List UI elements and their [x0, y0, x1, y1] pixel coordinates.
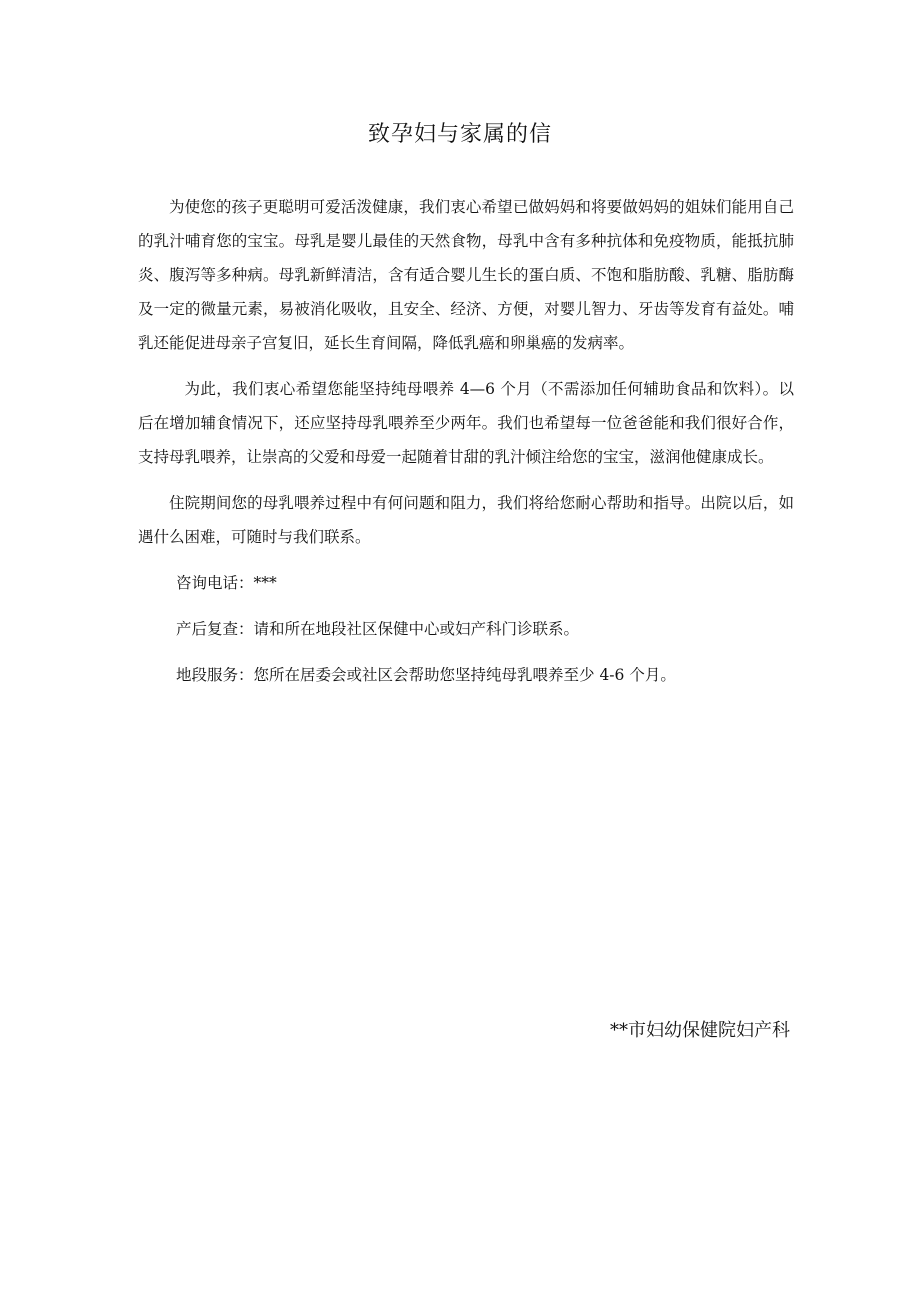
info-postpartum-checkup	[138, 612, 794, 646]
info-postpartum-checkup-label: 产后复查：	[176, 620, 254, 638]
info-district-service	[138, 658, 794, 692]
info-district-service-label: 地段服务：	[176, 666, 254, 684]
info-postpartum-checkup-value: 请和所在地段社区保健中心或妇产科门诊联系。	[253, 620, 580, 638]
info-district-service-value: 您所在居委会或社区会帮助您坚持纯母乳喂养至少 4-6 个月。	[253, 666, 676, 684]
letter-body	[138, 190, 794, 704]
paragraph-exclusive-breastfeeding: 为此，我们衷心希望您能坚持纯母喂养 4—6 个月（不需添加任何辅助食品和饮料）。以后在增加辅食情况下，还应坚持母乳喂养至少两年。我们也希望每一位爸爸能和我们很好合作，支持母乳喂养，让崇高的父爱和母爱一起随着甘甜的乳汁倾注给您的宝宝，滋润他健康成长。	[138, 380, 794, 466]
info-consult-phone-label: 咨询电话：	[176, 574, 254, 592]
info-consult-phone	[138, 566, 794, 600]
signature: **市妇幼保健院妇产科	[610, 1020, 790, 1041]
info-consult-phone-value: ***	[253, 574, 277, 592]
paragraph-breastfeeding-benefits: 为使您的孩子更聪明可爱活泼健康，我们衷心希望已做妈妈和将要做妈妈的姐妹们能用自己的乳汁哺育您的宝宝。母乳是婴儿最佳的天然食物，母乳中含有多种抗体和免疫物质，能抵抗肺炎、腹泻等多种病。母乳新鲜清洁，含有适合婴儿生长的蛋白质、不饱和脂肪酸、乳糖、脂肪酶及一定的微量元素，易被消化吸收，且安全、经济、方便，对婴儿智力、牙齿等发育有益处。哺乳还能促进母亲子宫复旧，延长生育间隔，降低乳癌和卵巢癌的发病率。	[138, 198, 794, 352]
paragraph-hospital-support: 住院期间您的母乳喂养过程中有何问题和阻力，我们将给您耐心帮助和指导。出院以后，如遇什么困难，可随时与我们联系。	[138, 494, 794, 546]
letter-title: 致孕妇与家属的信	[367, 122, 552, 147]
